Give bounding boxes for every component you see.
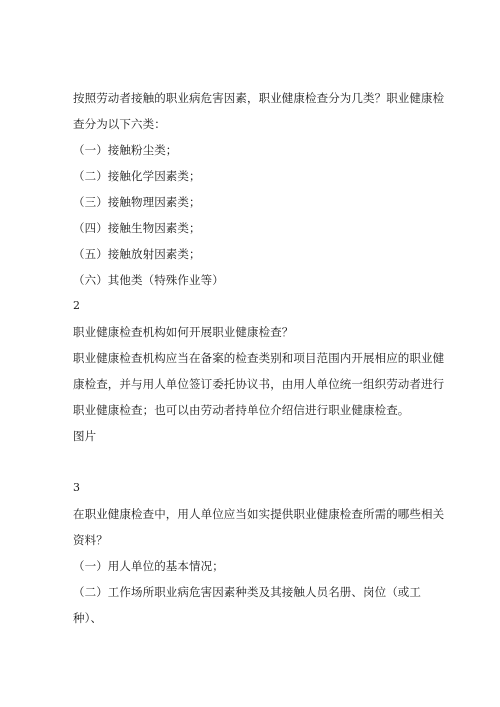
section-number-2: 2 bbox=[73, 299, 81, 312]
section2-answer-line-3: 职业健康检查；也可以由劳动者持单位介绍信进行职业健康检查。 bbox=[73, 403, 410, 417]
section-number-3: 3 bbox=[73, 481, 81, 494]
q1-list-item: （四）接触生物因素类； bbox=[73, 221, 201, 235]
q1-list-item: （六）其他类（特殊作业等） bbox=[73, 273, 224, 287]
section3-list-item: 种）、 bbox=[73, 611, 103, 625]
q1-list-item: （三）接触物理因素类； bbox=[73, 195, 201, 209]
section2-answer-line-1: 职业健康检查机构应当在备案的检查类别和项目范围内开展相应的职业健 bbox=[73, 351, 445, 365]
q1-list-item: （二）接触化学因素类； bbox=[73, 169, 201, 183]
q1-list-item: （五）接触放射因素类； bbox=[73, 247, 201, 261]
section3-question-line-2: 资料？ bbox=[73, 533, 108, 547]
section3-list-item: （一）用人单位的基本情况； bbox=[73, 559, 224, 573]
section2-question: 职业健康检查机构如何开展职业健康检查？ bbox=[73, 325, 294, 339]
image-caption: 图片 bbox=[73, 429, 97, 443]
q1-question-line-2: 查分为以下六类： bbox=[73, 117, 166, 131]
section3-list-item: （二）工作场所职业病危害因素种类及其接触人员名册、岗位（或工 bbox=[73, 585, 421, 599]
section2-answer-line-2: 康检查，并与用人单位签订委托协议书，由用人单位统一组织劳动者进行 bbox=[73, 377, 445, 391]
q1-list-item: （一）接触粉尘类； bbox=[73, 143, 178, 157]
section3-question-line-1: 在职业健康检查中，用人单位应当如实提供职业健康检查所需的哪些相关 bbox=[73, 507, 445, 521]
q1-question-line-1: 按照劳动者接触的职业病危害因素，职业健康检查分为几类？职业健康检 bbox=[73, 91, 445, 105]
